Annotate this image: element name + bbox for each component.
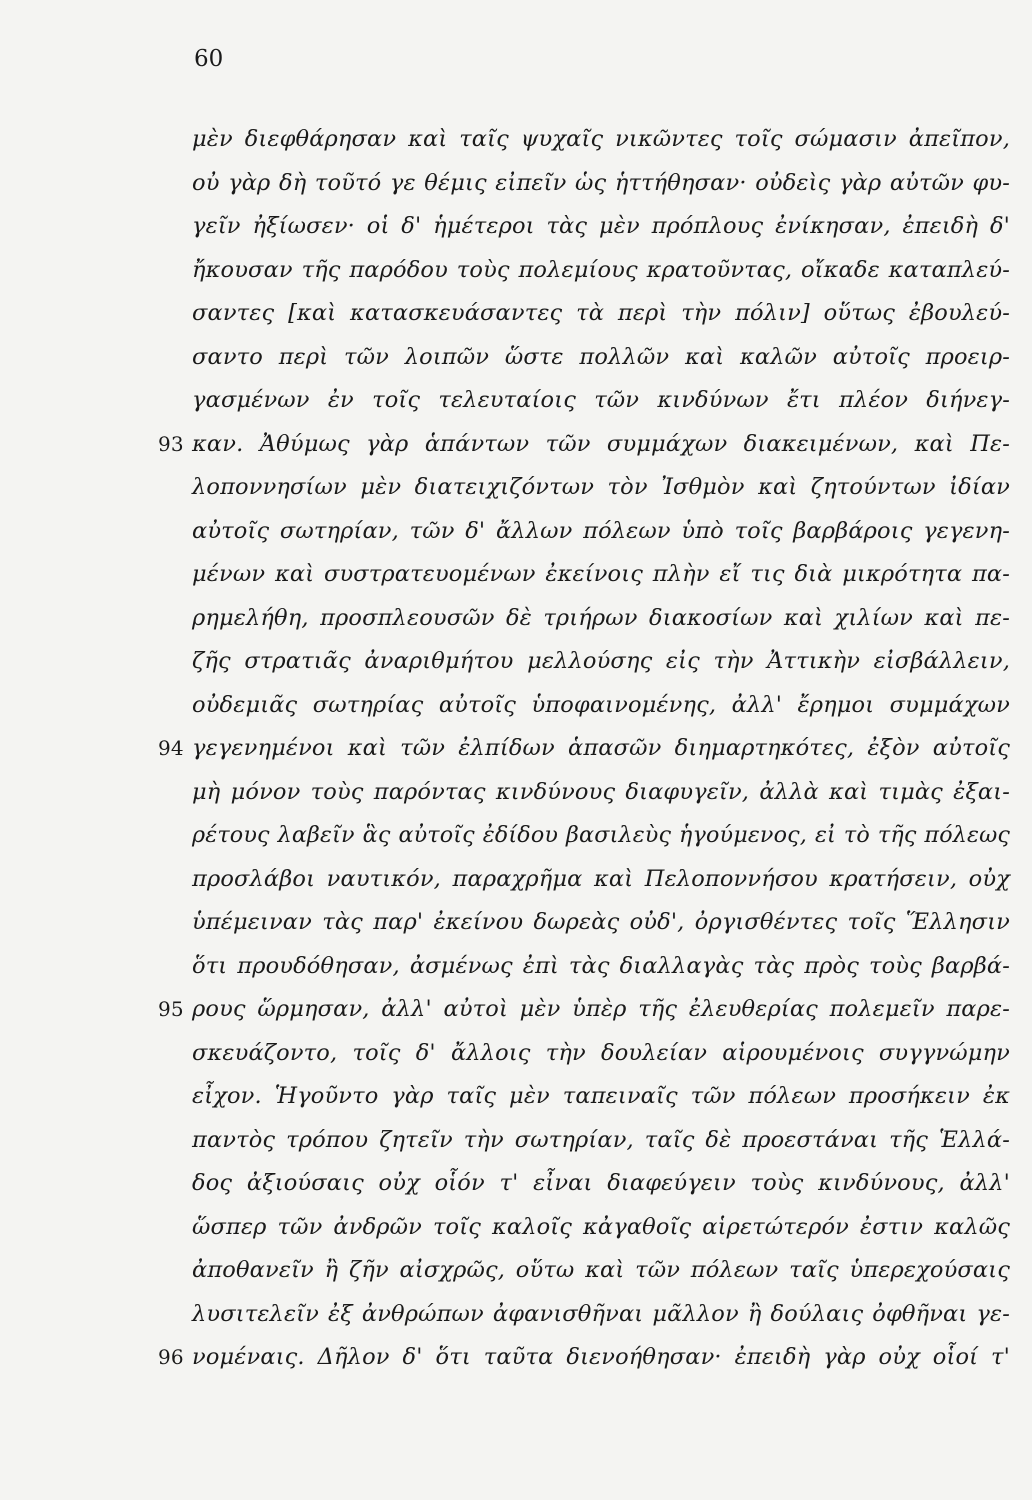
section-number: 93 <box>158 431 184 456</box>
section-number: 96 <box>158 1345 184 1369</box>
line-text: λοποννησίων μὲν διατειχιζόντων τὸν Ἰσθμὸν καὶ ζητούντων ἰδίαν <box>192 474 1010 500</box>
text-line <box>192 553 1010 597</box>
line-text: μὴ μόνον τοὺς παρόντας κινδύνους διαφυγεῖν, ἀλλὰ καὶ τιμὰς ἐξαι- <box>192 778 1010 805</box>
line-text: ζῆς στρατιᾶς ἀναριθμήτου μελλούσης εἰς τὴν Ἀττικὴν εἰσβάλλειν, <box>192 648 1010 674</box>
line-text: σαντες [καὶ κατασκευάσαντες τὰ περὶ τὴν πόλιν] οὕτως ἐβουλεύ- <box>192 300 1010 326</box>
text-line <box>192 1119 1010 1163</box>
text-line <box>192 1293 1010 1337</box>
page-number: 60 <box>194 46 224 72</box>
text-line <box>192 379 1010 423</box>
text-line <box>192 249 1010 293</box>
text-line <box>192 162 1010 206</box>
line-text: ρους ὥρμησαν, ἀλλ' αὐτοὶ μὲν ὑπὲρ τῆς ἐλευθερίας πολεμεῖν παρε- <box>192 996 1010 1022</box>
text-line <box>192 118 1010 162</box>
line-text: ὅτι προυδόθησαν, ἀσμένως ἐπὶ τὰς διαλλαγὰς τὰς πρὸς τοὺς βαρβά- <box>192 952 1010 979</box>
text-line <box>192 336 1010 380</box>
text-line <box>192 945 1010 989</box>
line-text: οὐ γὰρ δὴ τοῦτό γε θέμις εἰπεῖν ὡς ἡττήθησαν· οὐδεὶς γὰρ αὐτῶν φυ- <box>192 169 1010 196</box>
line-text: ὑπέμειναν τὰς παρ' ἐκείνου δωρεὰς οὐδ', ὀργισθέντες τοῖς Ἕλλησιν <box>192 909 1010 935</box>
text-line <box>192 858 1010 902</box>
line-text: παντὸς τρόπου ζητεῖν τὴν σωτηρίαν, ταῖς δὲ προεστάναι τῆς Ἑλλά- <box>192 1126 1010 1153</box>
text-line <box>192 1249 1010 1293</box>
line-text: μένων καὶ συστρατευομένων ἐκείνοις πλὴν εἴ τις διὰ μικρότητα πα- <box>192 561 1010 587</box>
text-line <box>158 1336 1010 1380</box>
text-line <box>158 727 1010 771</box>
line-text: ρέτους λαβεῖν ἃς αὐτοῖς ἐδίδου βασιλεὺς ἡγούμενος, εἰ τὸ τῆς πόλεως <box>192 822 1010 848</box>
text-line <box>192 1206 1010 1250</box>
line-text: οὐδεμιᾶς σωτηρίας αὐτοῖς ὑποφαινομένης, ἀλλ' ἔρημοι συμμάχων <box>192 691 1010 718</box>
text-line <box>192 466 1010 510</box>
line-text: γασμένων ἐν τοῖς τελευταίοις τῶν κινδύνων ἔτι πλέον διήνεγ- <box>192 387 1010 413</box>
line-text: γεγενημένοι καὶ τῶν ἐλπίδων ἁπασῶν διημαρτηκότες, ἐξὸν αὐτοῖς <box>192 735 1010 761</box>
line-text: λυσιτελεῖν ἐξ ἀνθρώπων ἀφανισθῆναι μᾶλλον ἢ δούλαις ὀφθῆναι γε- <box>192 1300 1010 1327</box>
line-text: δος ἀξιούσαις οὐχ οἷόν τ' εἶναι διαφεύγειν τοὺς κινδύνους, ἀλλ' <box>192 1170 1010 1196</box>
section-number: 95 <box>158 997 184 1021</box>
line-text: αὐτοῖς σωτηρίαν, τῶν δ' ἄλλων πόλεων ὑπὸ τοῖς βαρβάροις γεγενη- <box>192 517 1010 544</box>
text-line <box>192 1162 1010 1206</box>
line-text: νομέναις. Δῆλον δ' ὅτι ταῦτα διενοήθησαν· ἐπειδὴ γὰρ οὐχ οἷοί τ' <box>192 1344 1010 1370</box>
line-text: γεῖν ἠξίωσεν· οἱ δ' ἡμέτεροι τὰς μὲν πρόπλους ἐνίκησαν, ἐπειδὴ δ' <box>192 213 1010 239</box>
text-line <box>192 205 1010 249</box>
line-text: σκευάζοντο, τοῖς δ' ἄλλοις τὴν δουλείαν αἱρουμένοις συγγνώμην <box>192 1039 1010 1066</box>
text-line <box>192 771 1010 815</box>
text-line <box>192 1032 1010 1076</box>
line-text: εἶχον. Ἡγοῦντο γὰρ ταῖς μὲν ταπειναῖς τῶν πόλεων προσήκειν ἐκ <box>192 1083 1010 1109</box>
main-text <box>158 118 1010 1380</box>
text-line <box>158 423 1010 467</box>
line-text: ἤκουσαν τῆς παρόδου τοὺς πολεμίους κρατοῦντας, οἴκαδε καταπλεύ- <box>192 256 1010 283</box>
text-line <box>192 292 1010 336</box>
text-line <box>192 640 1010 684</box>
text-line <box>192 814 1010 858</box>
line-text: καν. Ἀθύμως γὰρ ἁπάντων τῶν συμμάχων διακειμένων, καὶ Πε- <box>192 430 1010 457</box>
section-number: 94 <box>158 736 184 760</box>
line-text: ρημελήθη, προσπλεουσῶν δὲ τριήρων διακοσίων καὶ χιλίων καὶ πε- <box>192 604 1010 631</box>
line-text: μὲν διεφθάρησαν καὶ ταῖς ψυχαῖς νικῶντες τοῖς σώμασιν ἀπεῖπον, <box>192 126 1010 152</box>
text-line <box>192 1075 1010 1119</box>
line-text: προσλάβοι ναυτικόν, παραχρῆμα καὶ Πελοποννήσου κρατήσειν, οὐχ <box>192 865 1010 892</box>
text-line <box>192 510 1010 554</box>
text-line <box>192 684 1010 728</box>
line-text: ἀποθανεῖν ἢ ζῆν αἰσχρῶς, οὕτω καὶ τῶν πόλεων ταῖς ὑπερεχούσαις <box>192 1257 1010 1283</box>
text-line <box>158 988 1010 1032</box>
line-text: ὥσπερ τῶν ἀνδρῶν τοῖς καλοῖς κἀγαθοῖς αἱρετώτερόν ἐστιν καλῶς <box>192 1213 1010 1240</box>
text-line <box>192 597 1010 641</box>
text-line <box>192 901 1010 945</box>
line-text: σαντο περὶ τῶν λοιπῶν ὥστε πολλῶν καὶ καλῶν αὐτοῖς προειρ- <box>192 343 1010 370</box>
